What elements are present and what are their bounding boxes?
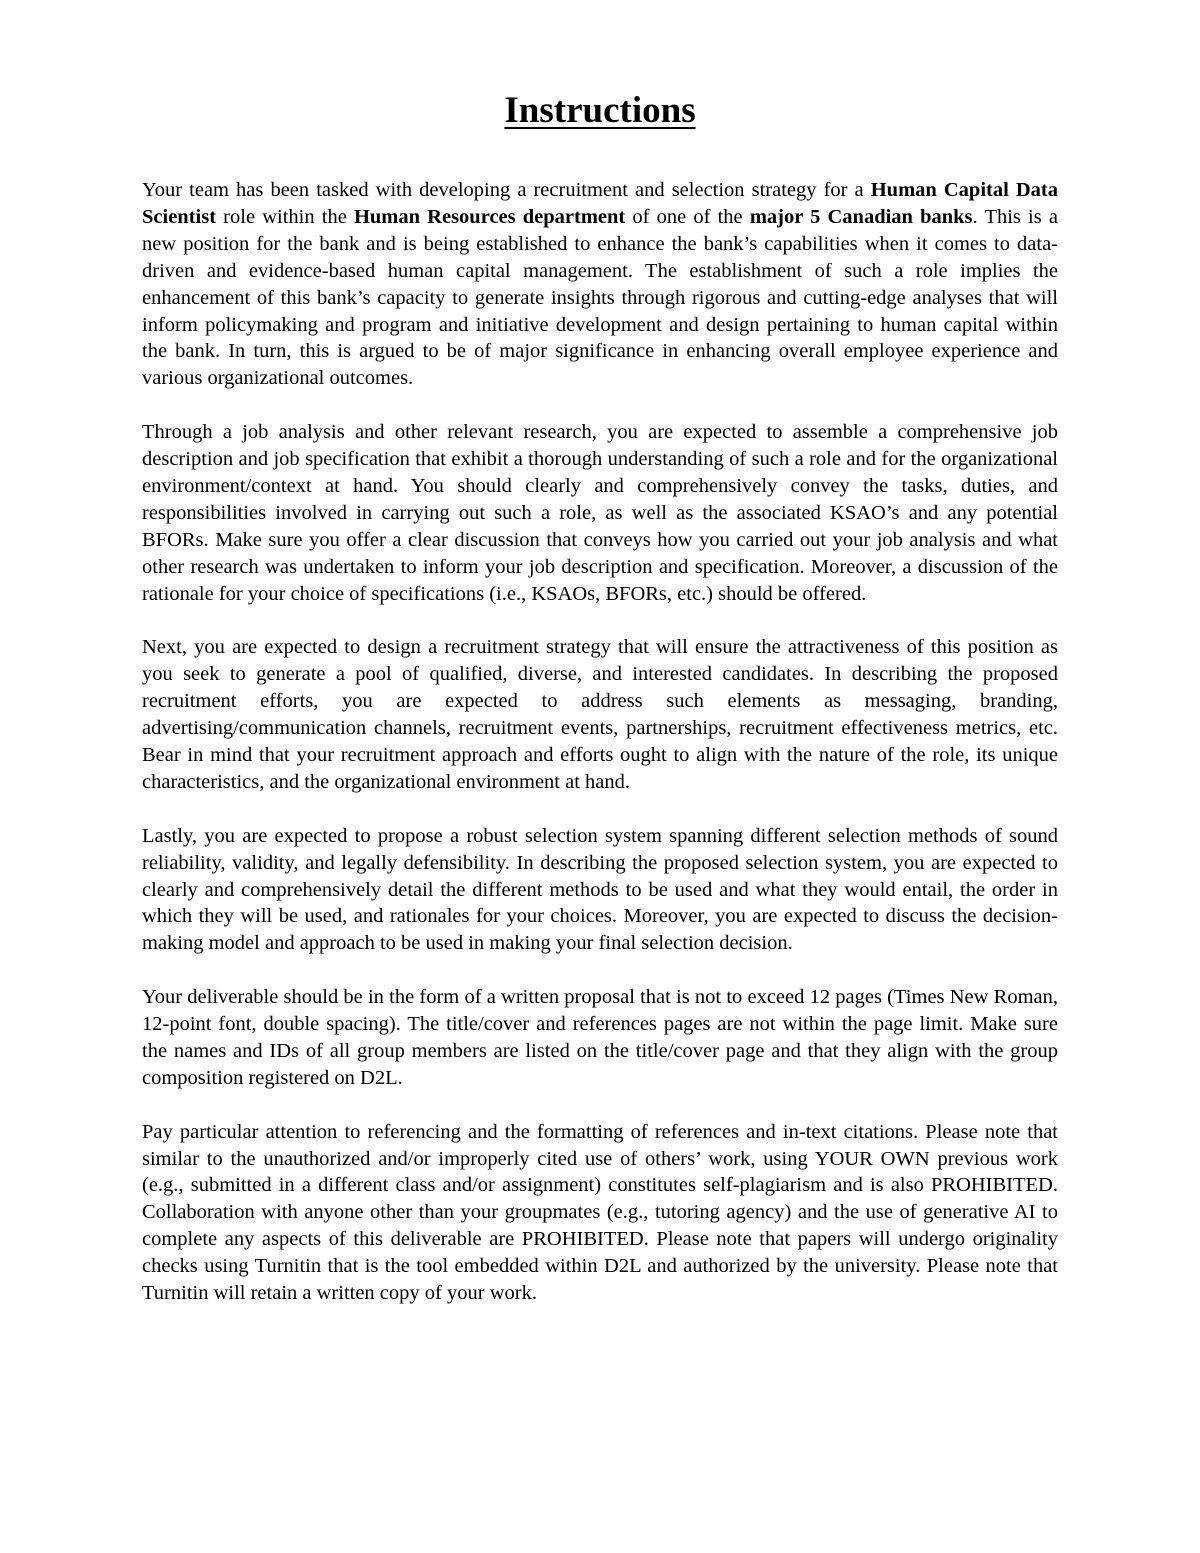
text-segment: Pay particular attention to referencing and the formatting of references and in-text citations. Please note that similar to the unauthorized and/or improperly cited use of others’ work, using YOUR OWN previous work (e.g., submitted in a different class and/or assignment) constitutes self-plagiarism and is also PROHIBITED. Collaboration with anyone other than your groupmates (e.g., tutoring agency) and the use of generative AI to complete any aspects of this deliverable are PROHIBITED. Please note that papers will undergo originality checks using Turnitin that is the tool embedded within D2L and authorized by the university. Please note that Turnitin will retain a written copy of your work. [142, 1120, 1058, 1305]
paragraph-academic-integrity [142, 1119, 1058, 1307]
text-segment: Lastly, you are expected to propose a robust selection system spanning different selection methods of sound reliability, validity, and legally defensibility. In describing the proposed selection system, you are expected to clearly and comprehensively detail the different methods to be used and what they would entail, the order in which they will be used, and rationales for your choices. Moreover, you are expected to discuss the decision-making model and approach to be used in making your final selection decision. [142, 824, 1058, 955]
paragraph-task-overview [142, 177, 1058, 392]
bold-banks: major 5 Canadian banks [749, 205, 973, 228]
paragraph-recruitment [142, 634, 1058, 795]
page-title-text: Instructions [504, 90, 696, 131]
text-segment: Your deliverable should be in the form of a written proposal that is not to exceed 12 pages (Times New Roman, 12-point font, double spacing). The title/cover and references pages are not within the page limit. Make sure the names and IDs of all group members are listed on the title/cover page and that they align with the group composition registered on D2L. [142, 986, 1058, 1089]
text-segment: of one of the [625, 205, 750, 228]
text-segment: . This is a new position for the bank and is being established to enhance the bank’s capabilities when it comes to data-driven and evidence-based human capital management. The establishment of such a role implies the enhancement of this bank’s capacity to generate insights through rigorous and cutting-edge analyses that will inform policymaking and program and initiative development and design pertaining to human capital within the bank. In turn, this is argued to be of major significance in enhancing overall employee experience and various organizational outcomes. [142, 205, 1058, 390]
text-segment: role within the [216, 205, 354, 228]
bold-department: Human Resources department [353, 205, 626, 228]
text-segment: Your team has been tasked with developing a recruitment and selection strategy for a [142, 179, 871, 201]
paragraph-deliverable [142, 984, 1058, 1092]
document-body [142, 177, 1058, 1334]
paragraph-selection [142, 823, 1058, 958]
bold-role-title: Human Capital Data Scientist [142, 179, 1058, 228]
text-segment: Through a job analysis and other relevant research, you are expected to assemble a comprehensive job description and job specification that exhibit a thorough understanding of such a role and for the organizational environment/context at hand. You should clearly and comprehensively convey the tasks, duties, and responsibilities involved in carrying out such a role, as well as the associated KSAO’s and any potential BFORs. Make sure you offer a clear discussion that conveys how you carried out your job analysis and what other research was undertaken to inform your job description and specification. Moreover, a discussion of the rationale for your choice of specifications (i.e., KSAOs, BFORs, etc.) should be offered. [142, 421, 1058, 605]
text-segment: Next, you are expected to design a recruitment strategy that will ensure the attractiveness of this position as you seek to generate a pool of qualified, diverse, and interested candidates. In describing the proposed recruitment efforts, you are expected to address such elements as messaging, branding, advertising/communication channels, recruitment events, partnerships, recruitment effectiveness metrics, etc. Bear in mind that your recruitment approach and efforts ought to align with the nature of the role, its unique characteristics, and the organizational environment at hand. [142, 636, 1058, 793]
page-title [0, 88, 1200, 134]
paragraph-job-analysis [142, 419, 1058, 607]
